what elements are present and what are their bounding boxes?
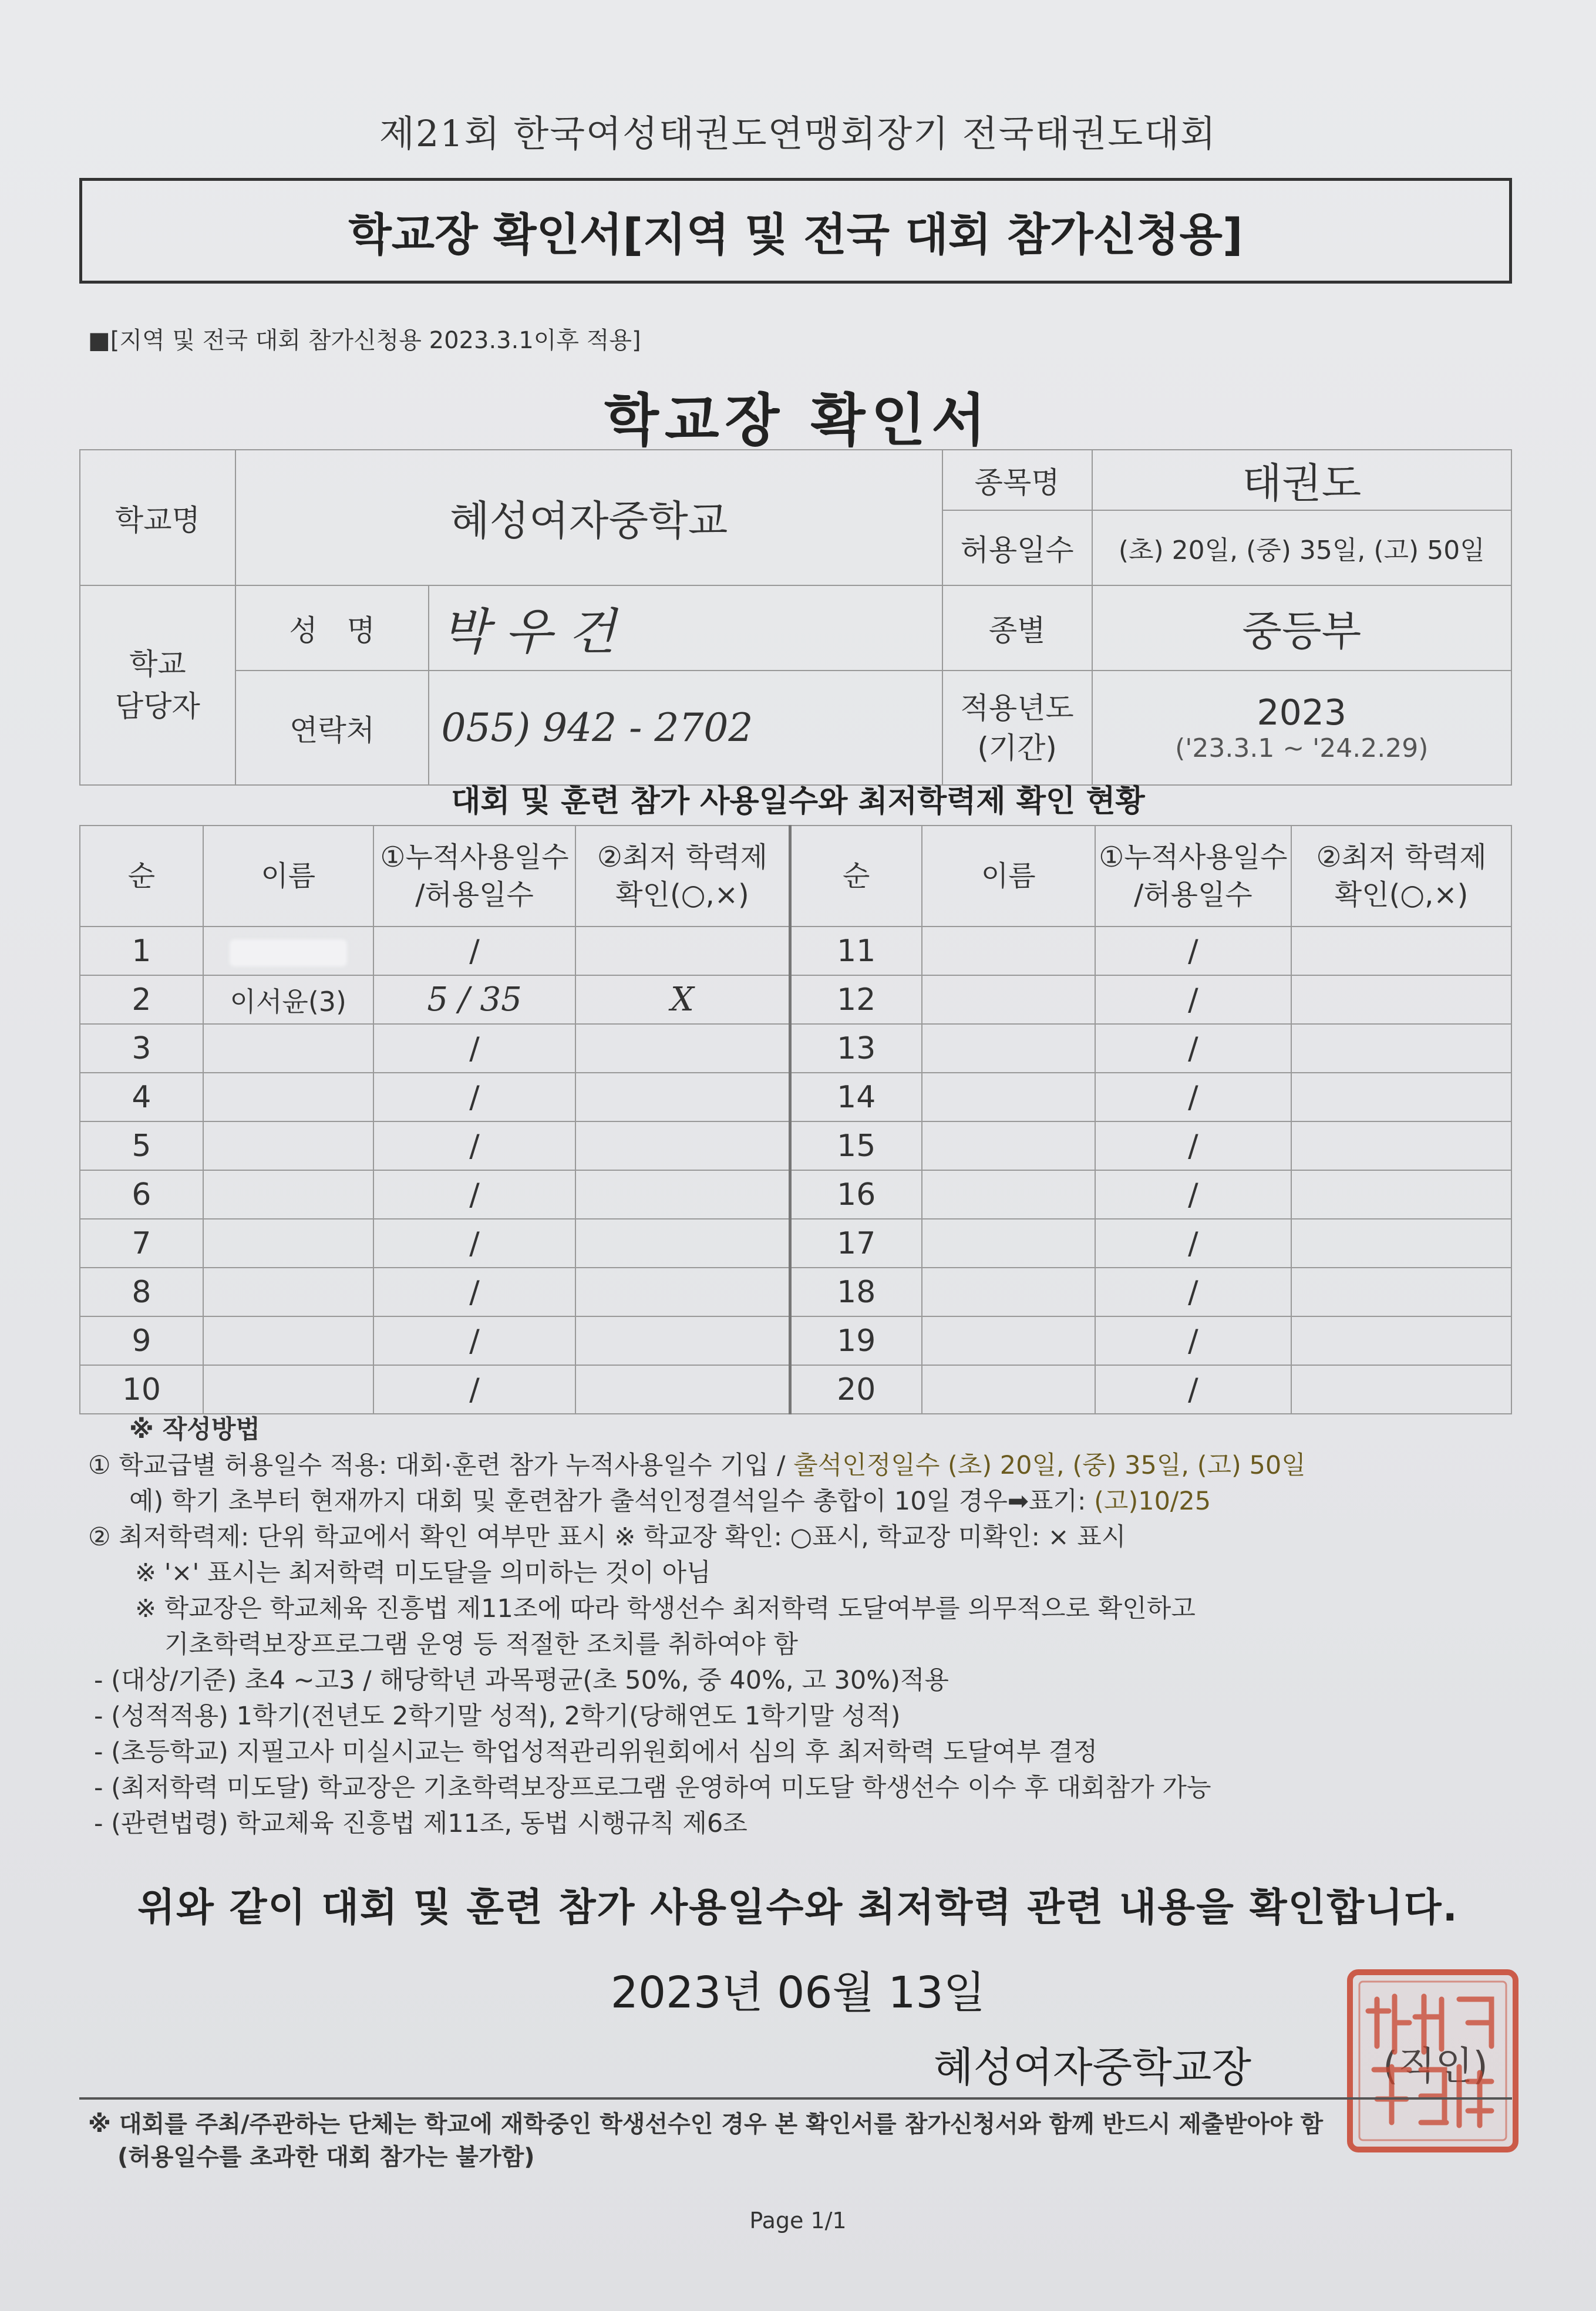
row-no: 12 bbox=[790, 975, 922, 1024]
row-no: 1 bbox=[80, 927, 203, 975]
instruction-highlight: (고)10/25 bbox=[1094, 1487, 1211, 1516]
col-no-header: 순 bbox=[80, 826, 203, 927]
instruction-line bbox=[88, 1484, 1527, 1520]
row-check bbox=[1291, 1121, 1511, 1170]
division-value: 중등부 bbox=[1092, 585, 1511, 671]
col-days-header: ①누적사용일수 /허용일수 bbox=[373, 826, 576, 927]
row-days: / bbox=[373, 1316, 576, 1365]
row-no: 18 bbox=[790, 1268, 922, 1316]
official-seal-icon bbox=[1342, 1964, 1524, 2158]
row-check bbox=[1291, 1316, 1511, 1365]
row-no: 10 bbox=[80, 1365, 203, 1414]
row-name bbox=[922, 1170, 1095, 1219]
contact-label: 연락처 bbox=[235, 671, 429, 785]
row-no: 4 bbox=[80, 1073, 203, 1121]
row-check bbox=[1291, 975, 1511, 1024]
table-row bbox=[80, 1121, 1511, 1170]
row-no: 11 bbox=[790, 927, 922, 975]
instruction-line: - (초등학교) 지필고사 미실시교는 학업성적관리위원회에서 심의 후 최저학력 도달여부 결정 bbox=[94, 1737, 1097, 1767]
table-row bbox=[80, 975, 1511, 1024]
allowed-label: 허용일수 bbox=[942, 510, 1092, 585]
row-check bbox=[575, 1268, 790, 1316]
row-check bbox=[575, 1365, 790, 1414]
section-title: 대회 및 훈련 참가 사용일수와 최저학력제 확인 현황 bbox=[451, 784, 1145, 819]
row-days: / bbox=[1095, 927, 1292, 975]
instruction-line: - (최저학력 미도달) 학교장은 기초학력보장프로그램 운영하여 미도달 학생선수 이수 후 대회참가 가능 bbox=[94, 1773, 1211, 1803]
row-name bbox=[203, 1121, 373, 1170]
row-check bbox=[1291, 927, 1511, 975]
instructions-heading: ※ 작성방법 bbox=[129, 1415, 260, 1444]
row-days: / bbox=[1095, 1170, 1292, 1219]
confirmation-statement: 위와 같이 대회 및 훈련 참가 사용일수와 최저학력 관련 내용을 확인합니다. bbox=[137, 1885, 1459, 1930]
col-name-header: 이름 bbox=[922, 826, 1095, 927]
row-name bbox=[203, 1268, 373, 1316]
principal-name: 혜성여자중학교장 bbox=[934, 2043, 1251, 2091]
row-name bbox=[922, 1073, 1095, 1121]
row-check bbox=[575, 1121, 790, 1170]
table-row bbox=[80, 1365, 1511, 1414]
instruction-line: ※ '×' 표시는 최저학력 미도달을 의미하는 것이 아님 bbox=[135, 1558, 711, 1588]
row-no: 5 bbox=[80, 1121, 203, 1170]
instruction-line: - (성적적용) 1학기(전년도 2학기말 성적), 2학기(당해연도 1학기말 성적) bbox=[94, 1702, 901, 1731]
row-name bbox=[203, 1316, 373, 1365]
row-name bbox=[922, 1024, 1095, 1073]
col-name-header: 이름 bbox=[203, 826, 373, 927]
redacted-name bbox=[230, 939, 347, 966]
footer-divider bbox=[79, 2097, 1512, 2100]
instruction-line: - (대상/기준) 초4 ~고3 / 해당학년 과목평균(초 50%, 중 40%, 고 30%)적용 bbox=[94, 1666, 949, 1695]
row-days: / bbox=[373, 1219, 576, 1268]
instructions bbox=[88, 1412, 1527, 1842]
instruction-text: 예) 학기 초부터 현재까지 대회 및 훈련참가 출석인정결석일수 총합이 10일 경우➡표기: bbox=[129, 1487, 1095, 1516]
row-check bbox=[1291, 1073, 1511, 1121]
allowed-value: (초) 20일, (중) 35일, (고) 50일 bbox=[1092, 510, 1511, 585]
row-no: 15 bbox=[790, 1121, 922, 1170]
row-days: / bbox=[1095, 1121, 1292, 1170]
row-days: 5 / 35 bbox=[373, 975, 576, 1024]
row-check bbox=[1291, 1170, 1511, 1219]
instruction-line: - (관련법령) 학교체육 진흥법 제11조, 동법 시행규칙 제6조 bbox=[94, 1809, 748, 1838]
row-check bbox=[575, 1170, 790, 1219]
row-no: 8 bbox=[80, 1268, 203, 1316]
row-no: 2 bbox=[80, 975, 203, 1024]
footer-line: (허용일수를 초과한 대회 참가는 불가함) bbox=[117, 2144, 535, 2171]
row-check bbox=[1291, 1365, 1511, 1414]
table-row bbox=[80, 1170, 1511, 1219]
row-check bbox=[575, 1219, 790, 1268]
row-days: / bbox=[373, 1365, 576, 1414]
row-no: 6 bbox=[80, 1170, 203, 1219]
table-row bbox=[80, 1024, 1511, 1073]
row-name bbox=[922, 1365, 1095, 1414]
row-name bbox=[922, 927, 1095, 975]
name-label: 성 명 bbox=[235, 585, 429, 671]
row-no: 9 bbox=[80, 1316, 203, 1365]
table-row bbox=[80, 1316, 1511, 1365]
row-no: 16 bbox=[790, 1170, 922, 1219]
row-check bbox=[575, 1073, 790, 1121]
row-no: 17 bbox=[790, 1219, 922, 1268]
school-label: 학교명 bbox=[80, 450, 235, 585]
sport-label: 종목명 bbox=[942, 450, 1092, 510]
row-no: 7 bbox=[80, 1219, 203, 1268]
col-no-header: 순 bbox=[790, 826, 922, 927]
sport-value: 태권도 bbox=[1092, 450, 1511, 510]
manager-label: 학교 담당자 bbox=[80, 585, 235, 785]
row-name bbox=[922, 1316, 1095, 1365]
row-days: / bbox=[373, 1170, 576, 1219]
row-days: / bbox=[373, 1073, 576, 1121]
page-number: Page 1/1 bbox=[749, 2208, 847, 2233]
year-cell bbox=[1092, 671, 1511, 785]
row-name bbox=[922, 1121, 1095, 1170]
row-name bbox=[203, 1365, 373, 1414]
row-check bbox=[575, 1316, 790, 1365]
division-label: 종별 bbox=[942, 585, 1092, 671]
info-table bbox=[79, 449, 1512, 786]
instruction-line: ② 최저학력제: 단위 학교에서 확인 여부만 표시 ※ 학교장 확인: ○표시, 학교장 미확인: × 표시 bbox=[88, 1522, 1126, 1552]
row-no: 14 bbox=[790, 1073, 922, 1121]
row-name bbox=[203, 1024, 373, 1073]
row-days: / bbox=[1095, 975, 1292, 1024]
school-value: 혜성여자중학교 bbox=[235, 450, 942, 585]
row-no: 19 bbox=[790, 1316, 922, 1365]
main-title: 학교장 확인서 bbox=[604, 388, 992, 453]
footer-line: ※ 대회를 주최/주관하는 단체는 학교에 재학중인 학생선수인 경우 본 확인서를 참가신청서와 함께 반드시 제출받아야 함 bbox=[88, 2111, 1324, 2138]
row-no: 3 bbox=[80, 1024, 203, 1073]
table-row bbox=[80, 927, 1511, 975]
footer-note bbox=[88, 2108, 1323, 2174]
row-check bbox=[1291, 1268, 1511, 1316]
year-label: 적용년도 (기간) bbox=[942, 671, 1092, 785]
instruction-text: ① 학교급별 허용일수 적용: 대회·훈련 참가 누적사용일수 기입 / bbox=[88, 1451, 794, 1480]
row-name bbox=[203, 1170, 373, 1219]
issue-date: 2023년 06월 13일 bbox=[610, 1968, 986, 2018]
row-days: / bbox=[1095, 1365, 1292, 1414]
col-check-header: ②최저 학력제 확인(○,×) bbox=[1291, 826, 1511, 927]
row-days: / bbox=[1095, 1024, 1292, 1073]
row-days: / bbox=[373, 927, 576, 975]
period-value: ('23.3.1 ~ '24.2.29) bbox=[1175, 733, 1429, 763]
table-row bbox=[80, 1219, 1511, 1268]
row-days: / bbox=[1095, 1073, 1292, 1121]
year-value: 2023 bbox=[1257, 692, 1347, 733]
instruction-highlight: 출석인정일수 (초) 20일, (중) 35일, (고) 50일 bbox=[793, 1451, 1306, 1480]
event-title: 제21회 한국여성태권도연맹회장기 전국태권도대회 bbox=[379, 112, 1217, 155]
row-days: / bbox=[373, 1121, 576, 1170]
table-row bbox=[80, 1073, 1511, 1121]
row-check: X bbox=[575, 975, 790, 1024]
box-title: 학교장 확인서[지역 및 전국 대회 참가신청용] bbox=[79, 178, 1512, 284]
instruction-line: 기초학력보장프로그램 운영 등 적절한 조치를 취하여야 함 bbox=[164, 1630, 798, 1659]
col-check-header: ②최저 학력제 확인(○,×) bbox=[575, 826, 790, 927]
name-value: 박 우 건 bbox=[429, 585, 942, 671]
row-check bbox=[1291, 1219, 1511, 1268]
row-check bbox=[575, 927, 790, 975]
row-name bbox=[922, 1219, 1095, 1268]
table-row bbox=[80, 1268, 1511, 1316]
col-days-header: ①누적사용일수 /허용일수 bbox=[1095, 826, 1292, 927]
row-no: 13 bbox=[790, 1024, 922, 1073]
row-check bbox=[1291, 1024, 1511, 1073]
row-days: / bbox=[1095, 1268, 1292, 1316]
instruction-line: ※ 학교장은 학교체육 진흥법 제11조에 따라 학생선수 최저학력 도달여부를 의무적으로 확인하고 bbox=[135, 1594, 1196, 1623]
row-name bbox=[922, 1268, 1095, 1316]
row-name bbox=[922, 975, 1095, 1024]
participation-grid bbox=[79, 825, 1512, 1414]
row-name: 이서윤(3) bbox=[203, 975, 373, 1024]
row-days: / bbox=[1095, 1219, 1292, 1268]
row-name bbox=[203, 1073, 373, 1121]
row-days: / bbox=[373, 1024, 576, 1073]
instruction-line bbox=[88, 1448, 1527, 1484]
row-no: 20 bbox=[790, 1365, 922, 1414]
contact-value: 055) 942 - 2702 bbox=[429, 671, 942, 785]
row-name bbox=[203, 1219, 373, 1268]
row-days: / bbox=[373, 1268, 576, 1316]
form-note: ■[지역 및 전국 대회 참가신청용 2023.3.1이후 적용] bbox=[88, 327, 641, 354]
row-name bbox=[203, 927, 373, 975]
row-check bbox=[575, 1024, 790, 1073]
row-days: / bbox=[1095, 1316, 1292, 1365]
